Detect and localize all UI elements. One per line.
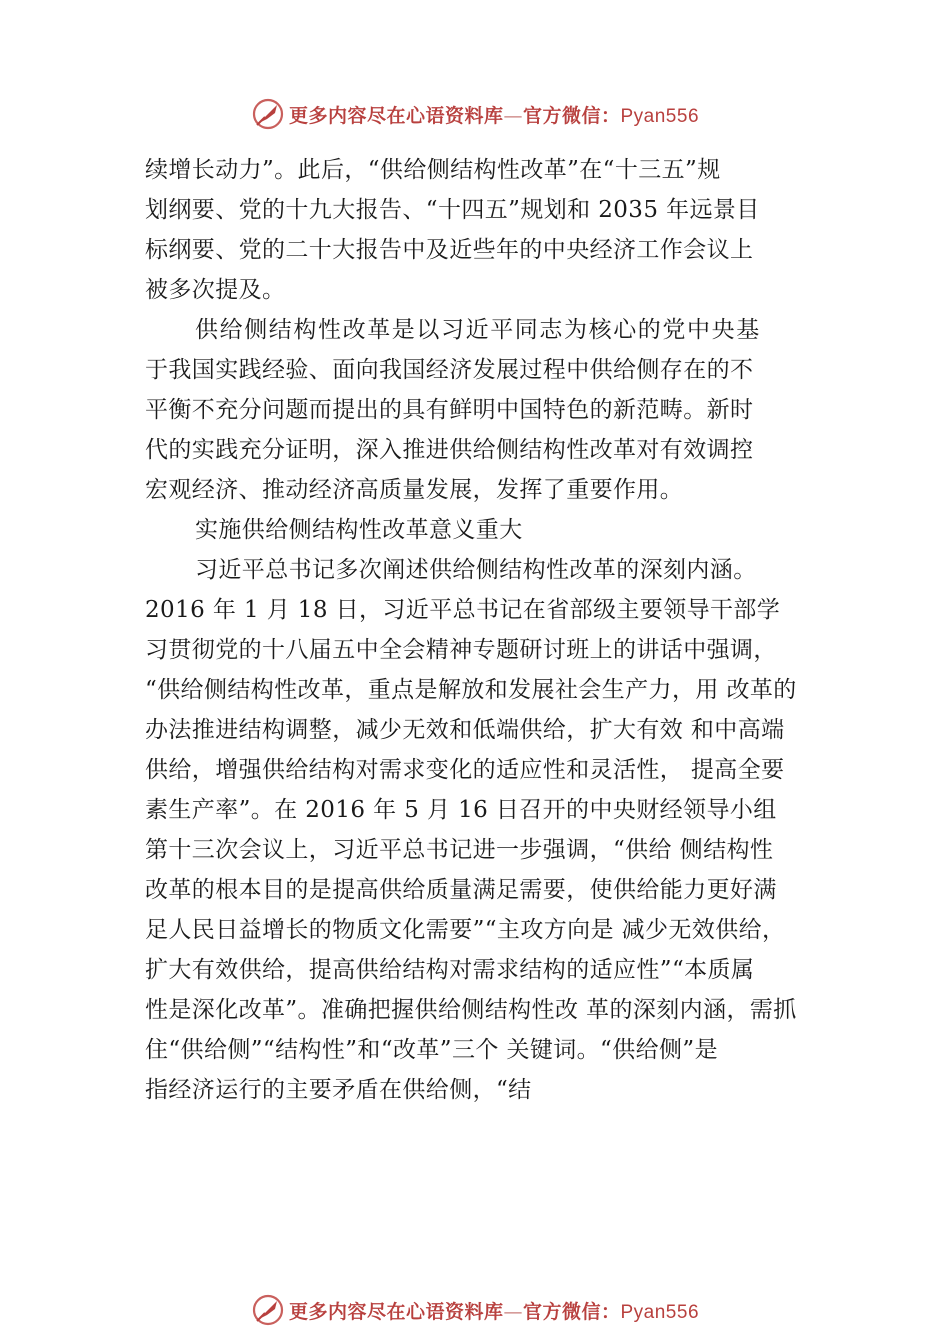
body-line-21: 扩大有效供给，提高供给结构对需求结构的适应性”“本质属 [145, 957, 755, 983]
header-banner-text [289, 101, 699, 128]
header-banner [0, 94, 950, 134]
body-line-14: “供给侧结构性改革，重点是解放和发展社会生产力，用 改革的 [145, 677, 797, 703]
body-line-18: 第十三次会议上，习近平总书记进一步强调，“供给 侧结构性 [145, 837, 774, 863]
quill-logo-icon [251, 1293, 285, 1327]
body-line-4: 被多次提及。 [145, 277, 286, 303]
header-site-name: 更多内容尽在心语资料库 [288, 104, 504, 127]
body-line-9: 宏观经济、推动经济高质量发展，发挥了重要作用。 [145, 477, 684, 503]
footer-banner [0, 1290, 950, 1330]
body-line-5: 供给侧结构性改革是以习近平同志为核心的党中央基 [195, 317, 761, 343]
footer-wechat-label: 官方微信： [522, 1300, 621, 1323]
section-heading: 实施供给侧结构性改革意义重大 [195, 517, 523, 543]
body-line-17: 素生产率”。在 2016 年 5 月 16 日召开的中央财经领导小组 [145, 797, 777, 823]
body-line-19: 改革的根本目的是提高供给质量满足需要，使供给能力更好满 [145, 877, 777, 903]
body-line-6: 于我国实践经验、面向我国经济发展过程中供给侧存在的不 [145, 357, 754, 383]
footer-wechat-id: Pyan556 [620, 1301, 700, 1323]
body-line-12: 2016 年 1 月 18 日，习近平总书记在省部级主要领导干部学 [145, 597, 781, 623]
body-line-2: 划纲要、党的十九大报告、“十四五”规划和 2035 年远景目 [145, 197, 760, 223]
body-line-8: 代的实践充分证明，深入推进供给侧结构性改革对有效调控 [145, 437, 754, 463]
body-line-20: 足人民日益增长的物质文化需要”“主攻方向是 减少无效供给， [145, 917, 786, 943]
footer-banner-text [289, 1297, 699, 1324]
body-line-11: 习近平总书记多次阐述供给侧结构性改革的深刻内涵。 [195, 557, 757, 583]
quill-logo-icon [251, 97, 285, 131]
body-line-1: 续增长动力”。此后，“供给侧结构性改革”在“十三五”规 [145, 157, 721, 183]
body-line-24: 指经济运行的主要矛盾在供给侧，“结 [145, 1077, 532, 1103]
header-wechat-id: Pyan556 [620, 105, 700, 127]
body-line-7: 平衡不充分问题而提出的具有鲜明中国特色的新范畴。新时 [145, 397, 754, 423]
footer-site-name: 更多内容尽在心语资料库 [288, 1300, 504, 1323]
header-wechat-label: 官方微信： [522, 104, 621, 127]
footer-dash: — [503, 1300, 523, 1323]
body-line-16: 供给，增强供给结构对需求变化的适应性和灵活性， 提高全要 [145, 757, 785, 783]
body-line-15: 办法推进结构调整，减少无效和低端供给，扩大有效 和中高端 [145, 717, 785, 743]
body-line-23: 住“供给侧”“结构性”和“改革”三个 关键词。“供给侧”是 [145, 1037, 718, 1063]
document-body [145, 150, 845, 1110]
header-dash: — [503, 104, 523, 127]
body-line-3: 标纲要、党的二十大报告中及近些年的中央经济工作会议上 [145, 237, 754, 263]
body-line-22: 性是深化改革”。准确把握供给侧结构性改 革的深刻内涵，需抓 [145, 997, 797, 1023]
body-line-13: 习贯彻党的十八届五中全会精神专题研讨班上的讲话中强调， [145, 637, 777, 663]
